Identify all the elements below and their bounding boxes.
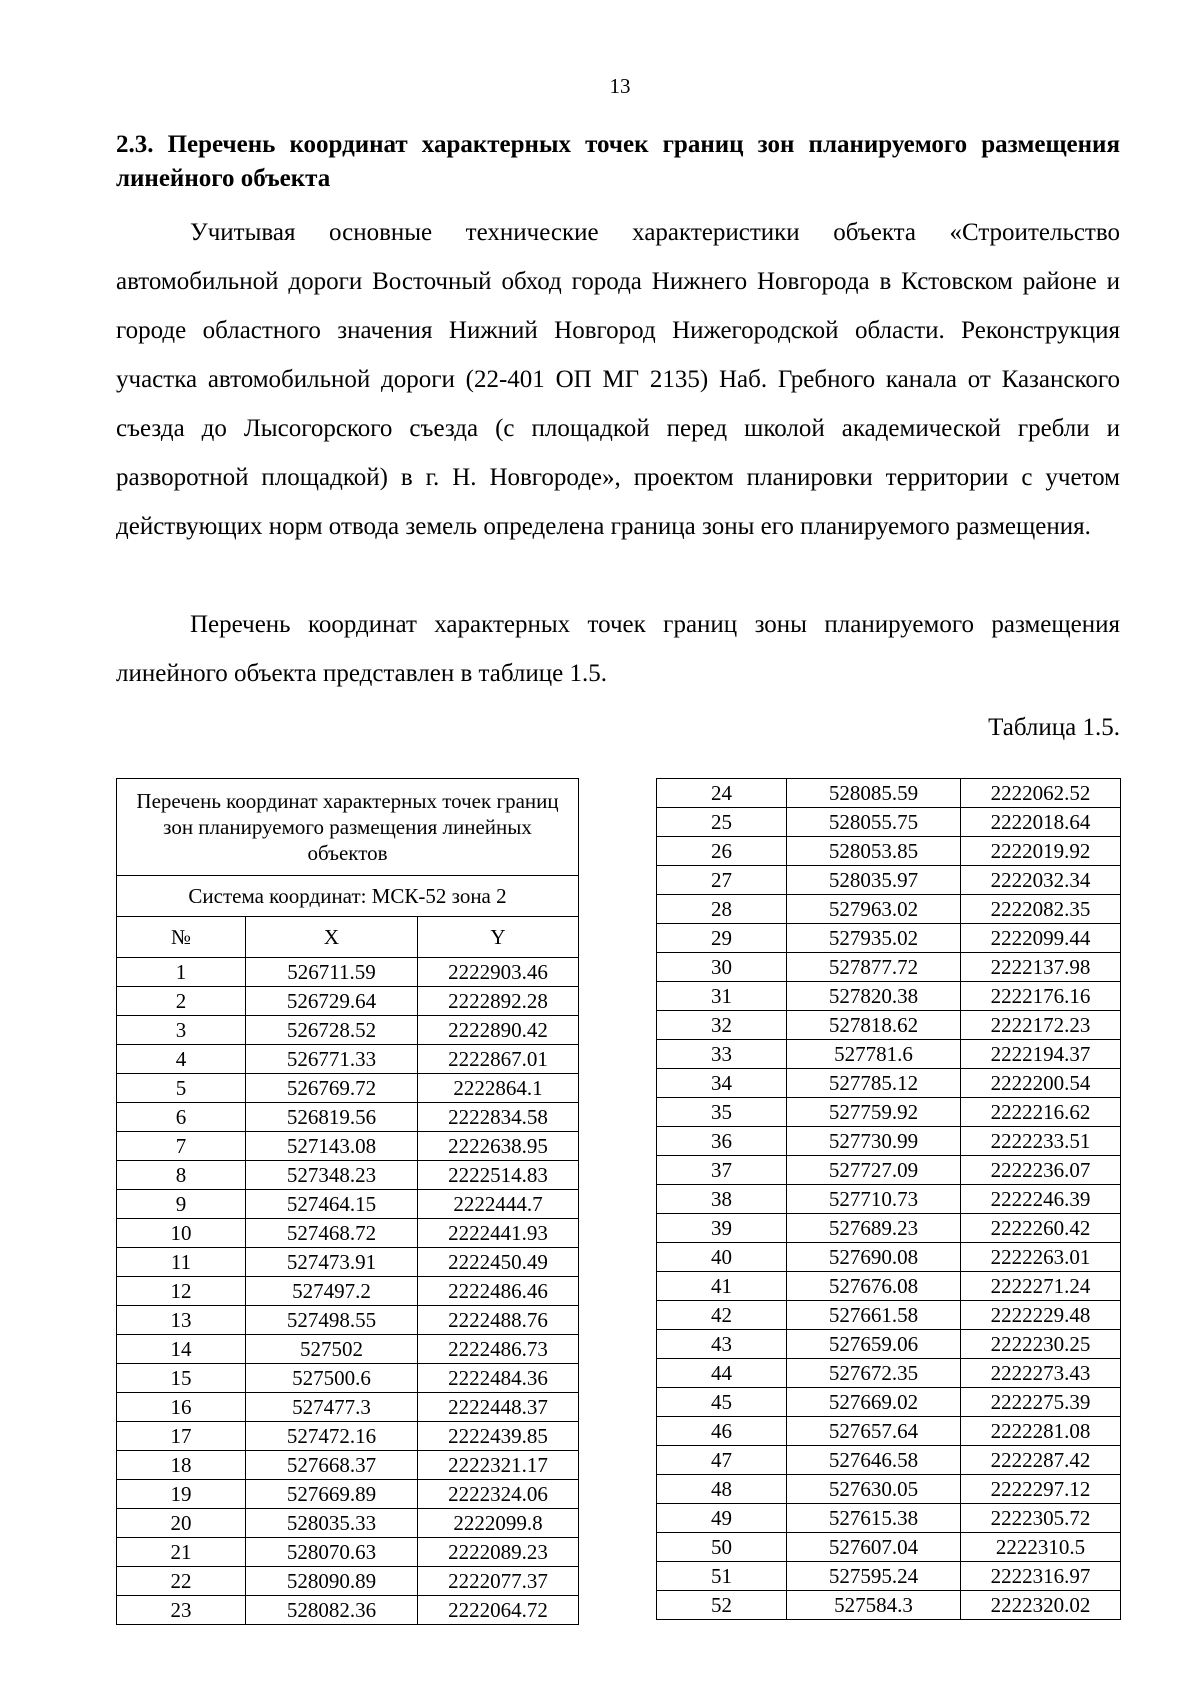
- table-row: [117, 958, 579, 987]
- x-coordinate: 527669.89: [246, 1480, 418, 1509]
- point-number: 2: [117, 987, 246, 1016]
- point-number: 12: [117, 1277, 246, 1306]
- table-row: [657, 1533, 1121, 1562]
- table-row: [117, 1596, 579, 1625]
- table-row: [657, 1185, 1121, 1214]
- x-coordinate: 527820.38: [787, 982, 961, 1011]
- y-coordinate: 2222316.97: [961, 1562, 1121, 1591]
- x-coordinate: 527468.72: [246, 1219, 418, 1248]
- point-number: 48: [657, 1475, 787, 1504]
- point-number: 11: [117, 1248, 246, 1277]
- point-number: 29: [657, 924, 787, 953]
- y-coordinate: 2222444.7: [418, 1190, 579, 1219]
- table-row: [117, 1538, 579, 1567]
- coordinates-table-right: [656, 778, 1121, 1620]
- y-coordinate: 2222246.39: [961, 1185, 1121, 1214]
- y-coordinate: 2222297.12: [961, 1475, 1121, 1504]
- point-number: 25: [657, 808, 787, 837]
- y-coordinate: 2222260.42: [961, 1214, 1121, 1243]
- point-number: 38: [657, 1185, 787, 1214]
- y-coordinate: 2222441.93: [418, 1219, 579, 1248]
- paragraph-table-reference: Перечень координат характерных точек границ зоны планируемого размещения линейного объекта представлен в таблице 1.5.: [116, 611, 1120, 687]
- y-coordinate: 2222450.49: [418, 1248, 579, 1277]
- point-number: 14: [117, 1335, 246, 1364]
- table-row: [117, 1016, 579, 1045]
- point-number: 1: [117, 958, 246, 987]
- x-coordinate: 528070.63: [246, 1538, 418, 1567]
- section-heading: 2.3. Перечень координат характерных точек границ зон планируемого размещения линейного объекта: [116, 131, 1120, 192]
- point-number: 37: [657, 1156, 787, 1185]
- x-coordinate: 527348.23: [246, 1161, 418, 1190]
- point-number: 42: [657, 1301, 787, 1330]
- y-coordinate: 2222892.28: [418, 987, 579, 1016]
- x-coordinate: 526819.56: [246, 1103, 418, 1132]
- point-number: 32: [657, 1011, 787, 1040]
- x-coordinate: 527759.92: [787, 1098, 961, 1127]
- y-coordinate: 2222484.36: [418, 1364, 579, 1393]
- y-coordinate: 2222448.37: [418, 1393, 579, 1422]
- y-coordinate: 2222200.54: [961, 1069, 1121, 1098]
- y-coordinate: 2222439.85: [418, 1422, 579, 1451]
- table-row: [657, 1504, 1121, 1533]
- table-row: [117, 1190, 579, 1219]
- x-coordinate: 527657.64: [787, 1417, 961, 1446]
- point-number: 13: [117, 1306, 246, 1335]
- y-coordinate: 2222324.06: [418, 1480, 579, 1509]
- y-coordinate: 2222194.37: [961, 1040, 1121, 1069]
- y-coordinate: 2222486.46: [418, 1277, 579, 1306]
- y-coordinate: 2222089.23: [418, 1538, 579, 1567]
- table-row: [657, 866, 1121, 895]
- table-row: [117, 1480, 579, 1509]
- table-row: [117, 1335, 579, 1364]
- y-coordinate: 2222216.62: [961, 1098, 1121, 1127]
- x-coordinate: 528055.75: [787, 808, 961, 837]
- table-row: [657, 1591, 1121, 1620]
- point-number: 33: [657, 1040, 787, 1069]
- x-coordinate: 527143.08: [246, 1132, 418, 1161]
- point-number: 30: [657, 953, 787, 982]
- x-coordinate: 527668.37: [246, 1451, 418, 1480]
- y-coordinate: 2222488.76: [418, 1306, 579, 1335]
- point-number: 17: [117, 1422, 246, 1451]
- point-number: 36: [657, 1127, 787, 1156]
- x-coordinate: 527935.02: [787, 924, 961, 953]
- table-row: [657, 982, 1121, 1011]
- table-row: [657, 1446, 1121, 1475]
- x-coordinate: 527646.58: [787, 1446, 961, 1475]
- point-number: 49: [657, 1504, 787, 1533]
- y-coordinate: 2222099.8: [418, 1509, 579, 1538]
- x-coordinate: 527497.2: [246, 1277, 418, 1306]
- point-number: 31: [657, 982, 787, 1011]
- x-coordinate: 528082.36: [246, 1596, 418, 1625]
- x-coordinate: 527689.23: [787, 1214, 961, 1243]
- table-row: [117, 1509, 579, 1538]
- y-coordinate: 2222514.83: [418, 1161, 579, 1190]
- point-number: 7: [117, 1132, 246, 1161]
- x-coordinate: 528035.33: [246, 1509, 418, 1538]
- y-coordinate: 2222233.51: [961, 1127, 1121, 1156]
- table-row: [657, 1301, 1121, 1330]
- x-coordinate: 527727.09: [787, 1156, 961, 1185]
- point-number: 45: [657, 1388, 787, 1417]
- point-number: 6: [117, 1103, 246, 1132]
- x-coordinate: 526771.33: [246, 1045, 418, 1074]
- y-coordinate: 2222903.46: [418, 958, 579, 987]
- y-coordinate: 2222229.48: [961, 1301, 1121, 1330]
- y-coordinate: 2222172.23: [961, 1011, 1121, 1040]
- x-coordinate: 527659.06: [787, 1330, 961, 1359]
- x-coordinate: 527477.3: [246, 1393, 418, 1422]
- y-coordinate: 2222287.42: [961, 1446, 1121, 1475]
- point-number: 51: [657, 1562, 787, 1591]
- x-coordinate: 527584.3: [787, 1591, 961, 1620]
- point-number: 4: [117, 1045, 246, 1074]
- x-coordinate: 527785.12: [787, 1069, 961, 1098]
- point-number: 20: [117, 1509, 246, 1538]
- point-number: 22: [117, 1567, 246, 1596]
- table-row: [657, 1330, 1121, 1359]
- x-coordinate: 527595.24: [787, 1562, 961, 1591]
- point-number: 52: [657, 1591, 787, 1620]
- point-number: 46: [657, 1417, 787, 1446]
- y-coordinate: 2222273.43: [961, 1359, 1121, 1388]
- point-number: 19: [117, 1480, 246, 1509]
- table-row: [657, 953, 1121, 982]
- table-row: [117, 1451, 579, 1480]
- table-row: [657, 1475, 1121, 1504]
- table-row: [657, 1011, 1121, 1040]
- x-coordinate: 528053.85: [787, 837, 961, 866]
- y-coordinate: 2222275.39: [961, 1388, 1121, 1417]
- y-coordinate: 2222834.58: [418, 1103, 579, 1132]
- table-row: [657, 1243, 1121, 1272]
- y-coordinate: 2222486.73: [418, 1335, 579, 1364]
- point-number: 10: [117, 1219, 246, 1248]
- table-title: Перечень координат характерных точек границ зон планируемого размещения линейных объектов: [117, 779, 579, 876]
- x-coordinate: 528085.59: [787, 779, 961, 808]
- table-row: [657, 1127, 1121, 1156]
- page-number: 13: [609, 74, 631, 98]
- table-caption: Таблица 1.5.: [988, 714, 1120, 741]
- point-number: 3: [117, 1016, 246, 1045]
- y-coordinate: 2222271.24: [961, 1272, 1121, 1301]
- point-number: 47: [657, 1446, 787, 1475]
- x-coordinate: 527963.02: [787, 895, 961, 924]
- table-row: [657, 895, 1121, 924]
- x-coordinate: 527690.08: [787, 1243, 961, 1272]
- x-coordinate: 526769.72: [246, 1074, 418, 1103]
- x-coordinate: 528035.97: [787, 866, 961, 895]
- point-number: 9: [117, 1190, 246, 1219]
- y-coordinate: 2222077.37: [418, 1567, 579, 1596]
- y-coordinate: 2222064.72: [418, 1596, 579, 1625]
- y-coordinate: 2222281.08: [961, 1417, 1121, 1446]
- x-coordinate: 527710.73: [787, 1185, 961, 1214]
- point-number: 23: [117, 1596, 246, 1625]
- x-coordinate: 526728.52: [246, 1016, 418, 1045]
- right-table-body: [657, 779, 1121, 1620]
- point-number: 16: [117, 1393, 246, 1422]
- table-row: [657, 1417, 1121, 1446]
- y-coordinate: 2222236.07: [961, 1156, 1121, 1185]
- x-coordinate: 527630.05: [787, 1475, 961, 1504]
- x-coordinate: 527473.91: [246, 1248, 418, 1277]
- column-header-number: №: [117, 917, 246, 958]
- y-coordinate: 2222305.72: [961, 1504, 1121, 1533]
- table-row: [117, 1132, 579, 1161]
- point-number: 27: [657, 866, 787, 895]
- point-number: 21: [117, 1538, 246, 1567]
- table-row: [117, 1161, 579, 1190]
- coordinate-system: Система координат: МСК-52 зона 2: [117, 876, 579, 917]
- x-coordinate: 526729.64: [246, 987, 418, 1016]
- table-row: [657, 1562, 1121, 1591]
- x-coordinate: 527500.6: [246, 1364, 418, 1393]
- coordinates-table-left: [116, 778, 579, 1625]
- table-row: [117, 987, 579, 1016]
- table-row: [657, 808, 1121, 837]
- y-coordinate: 2222867.01: [418, 1045, 579, 1074]
- point-number: 50: [657, 1533, 787, 1562]
- x-coordinate: 528090.89: [246, 1567, 418, 1596]
- table-row: [117, 1074, 579, 1103]
- column-header-y: Y: [418, 917, 579, 958]
- table-row: [657, 779, 1121, 808]
- point-number: 34: [657, 1069, 787, 1098]
- x-coordinate: 527676.08: [787, 1272, 961, 1301]
- x-coordinate: 527502: [246, 1335, 418, 1364]
- table-row: [117, 1277, 579, 1306]
- table-row: [117, 1422, 579, 1451]
- point-number: 40: [657, 1243, 787, 1272]
- y-coordinate: 2222018.64: [961, 808, 1121, 837]
- x-coordinate: 527818.62: [787, 1011, 961, 1040]
- x-coordinate: 527661.58: [787, 1301, 961, 1330]
- table-row: [117, 1306, 579, 1335]
- table-row: [657, 1214, 1121, 1243]
- table-row: [657, 1359, 1121, 1388]
- y-coordinate: 2222638.95: [418, 1132, 579, 1161]
- table-row: [657, 1388, 1121, 1417]
- column-header-x: X: [246, 917, 418, 958]
- table-row: [657, 1156, 1121, 1185]
- table-row: [117, 1103, 579, 1132]
- y-coordinate: 2222890.42: [418, 1016, 579, 1045]
- y-coordinate: 2222137.98: [961, 953, 1121, 982]
- table-row: [657, 924, 1121, 953]
- table-row: [657, 1069, 1121, 1098]
- point-number: 28: [657, 895, 787, 924]
- y-coordinate: 2222310.5: [961, 1533, 1121, 1562]
- point-number: 5: [117, 1074, 246, 1103]
- x-coordinate: 527472.16: [246, 1422, 418, 1451]
- point-number: 44: [657, 1359, 787, 1388]
- y-coordinate: 2222019.92: [961, 837, 1121, 866]
- y-coordinate: 2222176.16: [961, 982, 1121, 1011]
- y-coordinate: 2222099.44: [961, 924, 1121, 953]
- left-table-body: [117, 958, 579, 1625]
- x-coordinate: 526711.59: [246, 958, 418, 987]
- x-coordinate: 527498.55: [246, 1306, 418, 1335]
- point-number: 18: [117, 1451, 246, 1480]
- x-coordinate: 527672.35: [787, 1359, 961, 1388]
- y-coordinate: 2222320.02: [961, 1591, 1121, 1620]
- y-coordinate: 2222321.17: [418, 1451, 579, 1480]
- point-number: 39: [657, 1214, 787, 1243]
- x-coordinate: 527607.04: [787, 1533, 961, 1562]
- point-number: 41: [657, 1272, 787, 1301]
- table-row: [657, 1272, 1121, 1301]
- x-coordinate: 527730.99: [787, 1127, 961, 1156]
- point-number: 15: [117, 1364, 246, 1393]
- y-coordinate: 2222082.35: [961, 895, 1121, 924]
- x-coordinate: 527615.38: [787, 1504, 961, 1533]
- table-row: [657, 837, 1121, 866]
- y-coordinate: 2222032.34: [961, 866, 1121, 895]
- point-number: 8: [117, 1161, 246, 1190]
- point-number: 26: [657, 837, 787, 866]
- table-row: [117, 1567, 579, 1596]
- table-row: [117, 1045, 579, 1074]
- point-number: 43: [657, 1330, 787, 1359]
- y-coordinate: 2222230.25: [961, 1330, 1121, 1359]
- table-row: [657, 1098, 1121, 1127]
- table-row: [117, 1219, 579, 1248]
- table-row: [117, 1393, 579, 1422]
- table-row: [117, 1248, 579, 1277]
- y-coordinate: 2222062.52: [961, 779, 1121, 808]
- point-number: 35: [657, 1098, 787, 1127]
- y-coordinate: 2222263.01: [961, 1243, 1121, 1272]
- point-number: 24: [657, 779, 787, 808]
- x-coordinate: 527877.72: [787, 953, 961, 982]
- paragraph-object-description: Учитывая основные технические характеристики объекта «Строительство автомобильной дороги Восточный обход города Нижнего Новгорода в Кстовском районе и городе областного значения Нижний Новгород Нижегородской области. Реконструкция участка автомобильной дороги (22-401 ОП МГ 2135) Наб. Гребного канала от Казанского съезда до Лысогорского съезда (с площадкой перед школой академической гребли и разворотной площадкой) в г. Н. Новгороде», проектом планировки территории с учетом действующих норм отвода земель определена граница зоны его планируемого размещения.: [116, 219, 1120, 540]
- x-coordinate: 527669.02: [787, 1388, 961, 1417]
- x-coordinate: 527464.15: [246, 1190, 418, 1219]
- table-row: [117, 1364, 579, 1393]
- x-coordinate: 527781.6: [787, 1040, 961, 1069]
- y-coordinate: 2222864.1: [418, 1074, 579, 1103]
- table-row: [657, 1040, 1121, 1069]
